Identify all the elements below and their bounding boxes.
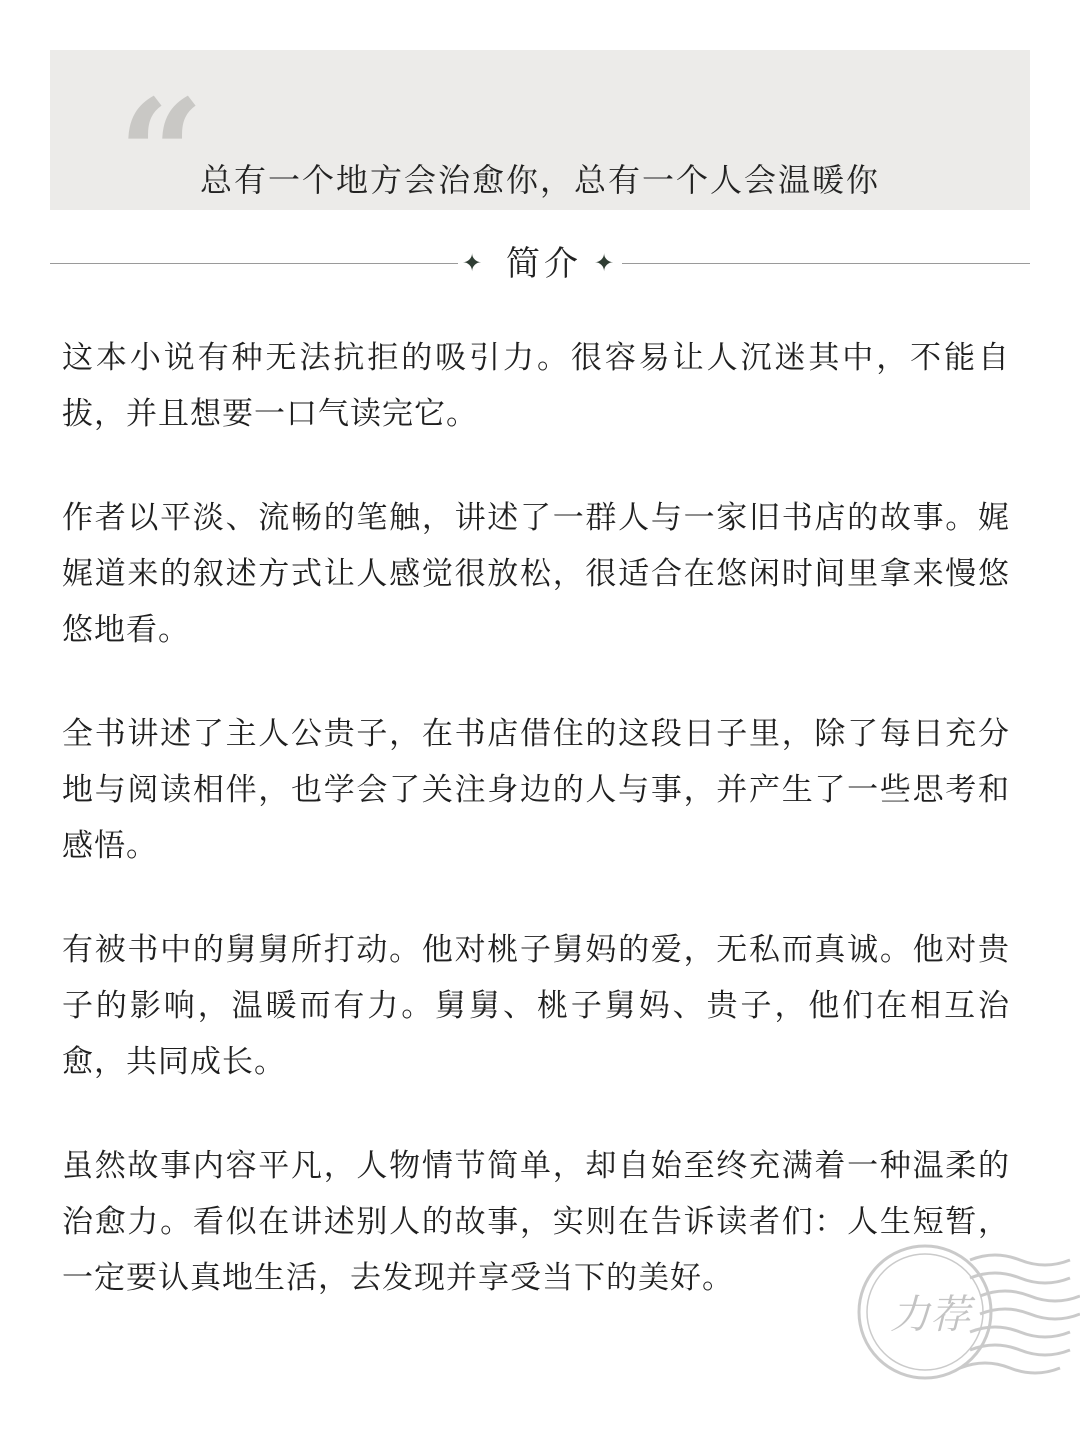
paragraph: 虽然故事内容平凡，人物情节简单，却自始至终充满着一种温柔的治愈力。看似在讲述别人的故事，实则在告诉读者们：人生短暂，一定要认真地生活，去发现并享受当下的美好。 <box>62 1148 1010 1296</box>
quote-box <box>50 50 1030 243</box>
stamp-text: 力荐 <box>890 1292 970 1338</box>
divider-line-left <box>50 263 458 264</box>
section-divider <box>50 236 1030 292</box>
sparkle-icon: ✦ <box>594 249 615 277</box>
divider-line-right <box>622 263 1030 264</box>
quote-text: 总有一个地方会治愈你，总有一个人会温暖你 <box>199 161 880 199</box>
paragraph: 全书讲述了主人公贵子，在书店借住的这段日子里，除了每日充分地与阅读相伴，也学会了关注身边的人与事，并产生了一些思考和感悟。 <box>62 716 1010 864</box>
paragraph: 有被书中的舅舅所打动。他对桃子舅妈的爱，无私而真诚。他对贵子的影响，温暖而有力。舅舅、桃子舅妈、贵子，他们在相互治愈，共同成长。 <box>62 932 1010 1080</box>
paragraph: 作者以平淡、流畅的笔触，讲述了一群人与一家旧书店的故事。娓娓道来的叙述方式让人感觉很放松，很适合在悠闲时间里拿来慢悠悠地看。 <box>62 500 1010 648</box>
section-title: 简介 <box>506 244 582 284</box>
intro-content <box>62 330 1010 1354</box>
paragraph: 这本小说有种无法抗拒的吸引力。很容易让人沉迷其中，不能自拔，并且想要一口气读完它。 <box>62 340 1010 432</box>
quote-mark-icon: “ <box>118 67 205 243</box>
sparkle-icon: ✦ <box>462 249 483 277</box>
recommend-stamp-icon <box>820 1220 1080 1440</box>
